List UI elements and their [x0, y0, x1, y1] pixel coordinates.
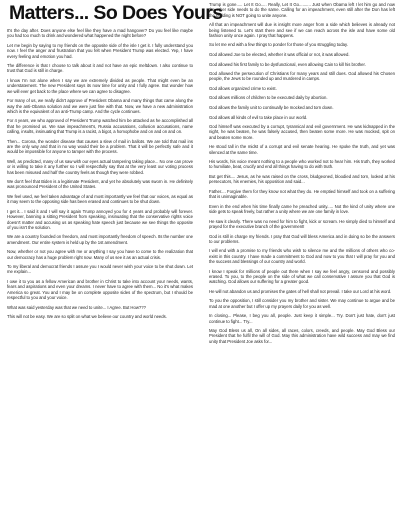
article-paragraph: This will not be easy. We are so split on what we believe our country and world needs.	[7, 314, 167, 320]
article-paragraph: God allowed the persecution of Christians for many years and still does. God allowed his Chosen people, the Jews to be rounded up and murdered in camps.	[209, 71, 395, 82]
article-paragraph: The difference is that I choose to talk about it and not have an epic meltdown. I also continue to trust that God is still in charge.	[7, 63, 193, 74]
article-paragraph: God allows organized crime to exist.	[209, 85, 277, 91]
article-paragraph: His words, his voice meant nothing to a people who worked not to hear him. His truth, they worked to humiliate, beat, crucify and end all things having to do with truth.	[209, 159, 395, 170]
article-paragraph: God allowed his first family to be dysfunctional, even allowing Cain to kill his brother.	[209, 61, 366, 67]
article-paragraph: So let me end with a few things to ponder for those of you struggling today.	[209, 42, 348, 48]
article-paragraph: May God Bless us all, On all sides, all races, colors, creeds, and people. May God Bless our President that he fulfil the will of God. May this administration have wild success and may we find unity that President Joe asks for...	[209, 328, 395, 344]
article-paragraph: God allows millions of children to be executed daily by abortion.	[209, 95, 328, 101]
article-paragraph: I will end with a promise to my friends who wish to silence me and the millions of others who co-exist in this country. I have made a commitment to God and now to you that I will pray for you and the success and blessings of our country and world.	[209, 248, 395, 265]
article-paragraph: But get this.... Jesus, as he was raised on the cross, bludgeoned, bloodied and torn, looked at his persecutors, his enemies, his opposition and said...	[209, 174, 395, 185]
article-paragraph: God allows all kinds of evil to take place in our world.	[209, 114, 308, 120]
article-paragraph: Well, as predicted, many of us saw with our eyes actual tampering taking place... No one can prove or is willing to take it any further so I will respectfully say that at the very least our voting process has been misused and half the country feels as though they were robbed.	[7, 158, 193, 175]
article-paragraph: Then... Corona, the wonder disease that causes a slew of mail in ballots. We are told that mail ins are the only way and that in no way would their be a problem. That it will be perfectly safe and it would be impossible for anyone to tamper with the process.	[7, 138, 193, 155]
article-paragraph: He saw it clearly. There was no need for him to fight, kick or scream. He simply died to himself and prayed for the executive branch of the government!	[209, 218, 395, 229]
article-paragraph: I owe it to you as a fellow American and brother in Christ to take into account your needs, wants, fears and aspirations and even your dreams. I never have to agree with them... No it's what makes America so great. You and I may be on complete opposite sides of the spectrum, but I should be respectful to you and your voice.	[7, 279, 193, 301]
article-paragraph: For 4 years, we who approved of President Trump watched him be attacked as he accomplished all that he promised us. We saw impeachment's, Russia accusations, collusion accusations, name calling, insults, insinuating that Trump is a racist, a bigot, a homophobe and on and on and on.	[7, 118, 193, 135]
article-paragraph: To my liberal and democrat friends I assure you I would never wish your voice to be shut down. Let me explain...	[7, 264, 193, 275]
article-paragraph: In closing... Please, I beg you all, people. Just keep it simple... Try. Don't just hate, don't just continue to fight... Try...	[209, 313, 395, 324]
article-paragraph: We don't feel that Biden is a legitimate President, and yet he absolutely was sworn in. He definitely was pronounced President of the United States.	[7, 179, 193, 190]
article-paragraph: God allowed Joe to be elected, whether it was official or not, it was allowed.	[209, 51, 350, 57]
left-column	[7, 0, 223, 516]
article-paragraph: God himself was executed by a corrupt, tyrannical and evil government. He was kidnapped in the night, he was beaten, he was falsely accused, then beaten some more. He was mocked, spit on and beaten some more.	[209, 124, 395, 140]
article-paragraph: He stood tall in the midst of a corrupt and evil senate hearing. He spoke the truth, and yet was silenced at the same time.	[209, 144, 395, 155]
article-paragraph: What was said yesterday was that we need to unite... I Agree. But How???	[7, 304, 147, 310]
right-column-body	[209, 2, 395, 344]
article-paragraph: To you the opposition, I still consider you my brother and sister. We may continue to argue and be mad at one another but I offer up my prayers daily for you as well.	[209, 298, 395, 309]
article-paragraph: I know I speak for millions of people out there when I say we feel angry, censored and possibly erased. To you, to the people on the side of what we call conservative I assure you that God is watching. God allows our suffering for a greater good.	[209, 268, 395, 285]
article-paragraph: Now, whether or not you agree with me or anything I say you have to come to the realization that our democracy has a huge problem right now. Many of us see it as an actual crisis.	[7, 249, 193, 260]
article-paragraph: We are a country founded on freedom, and most importantly freedom of speech. Its the number one amendment. Our entire system is held up by the 1st amendment.	[7, 234, 193, 245]
article-paragraph: Even in the end when his time finally came he preached unity..... Not the kind of unity where one side gets to speak freely, but rather a unity where we are one family in love.	[209, 203, 395, 215]
article-paragraph: Let me begin by saying to my friends on the opposite side of the isle I get it. I fully understand you now. I feel the anger and frustration that you felt when President Trump was elected. Yep, I have every feeling and emotion you had.	[7, 42, 193, 59]
article-paragraph: I know I'm not alone when I say we are extremely divided as people. That might even be an understatement. The new President says its now time for unity and I fully agree. But wonder how we will ever get back to the place where we can agree to disagree.	[7, 77, 193, 94]
article-paragraph: All that an impeachment will due is insight more anger from a side which believes is already not being listened to. Let's start there and see if we can reach across the isle and have some old fashion unity once again. I pray that happens.	[209, 22, 395, 38]
article-paragraph: We feel used, we feel taken advantage of and most importantly we feel that our voices, as equal as it may seem to the opposing side has been erased and continues to be shut down.	[7, 193, 193, 205]
article-title: Matters... So Does Yours	[9, 2, 223, 24]
article-paragraph: Father.... Forgive them for they know not what they do. He emptied himself and took on a suffering that is unimaginable.	[209, 188, 395, 200]
article-paragraph: For many of us, we really didn't approve of President Obama and many things that came along the way the anti-Obama solution and we were just fine with that. Now, we have a new administration which is the equivalent of an anti-Trump camp. And the cycle continues.	[7, 98, 193, 114]
left-column-body	[7, 28, 193, 319]
article-paragraph: It's the day after. Does anyone else feel like they have a mad hangover? Do you feel like maybe you had too much to drink and wondered what happened the night before?	[7, 28, 193, 39]
article-paragraph: Trump is gone..... Let It Go..... Really, Let It Go.......... Just when Obama left I let him go and now the other side needs to do the same. Calling for an impeachment, even still after the Don has left the building is NOT going to unite anyone.	[209, 2, 395, 18]
article-paragraph: I get it... I said it and I will say it again Trump annoyed you for 4 years and probably will forever. However, banning a sitting President from speaking, insinuating that the conservative rights voice doesn't matter and accusing us as speaking hate speech just because we see things the opposite of you isn't the solution.	[7, 208, 193, 230]
article-paragraph: God allows the family unit to continually be mocked and torn down.	[209, 104, 334, 110]
article-paragraph: God is still in charge my friends. I pray that God will bless America and in doing so be the answers to our problems.	[209, 233, 395, 244]
article-paragraph: He will not abandon us and promises the gates of hell shall not prevail. I take our Lord at his word.	[209, 288, 392, 294]
right-column	[209, 0, 395, 516]
